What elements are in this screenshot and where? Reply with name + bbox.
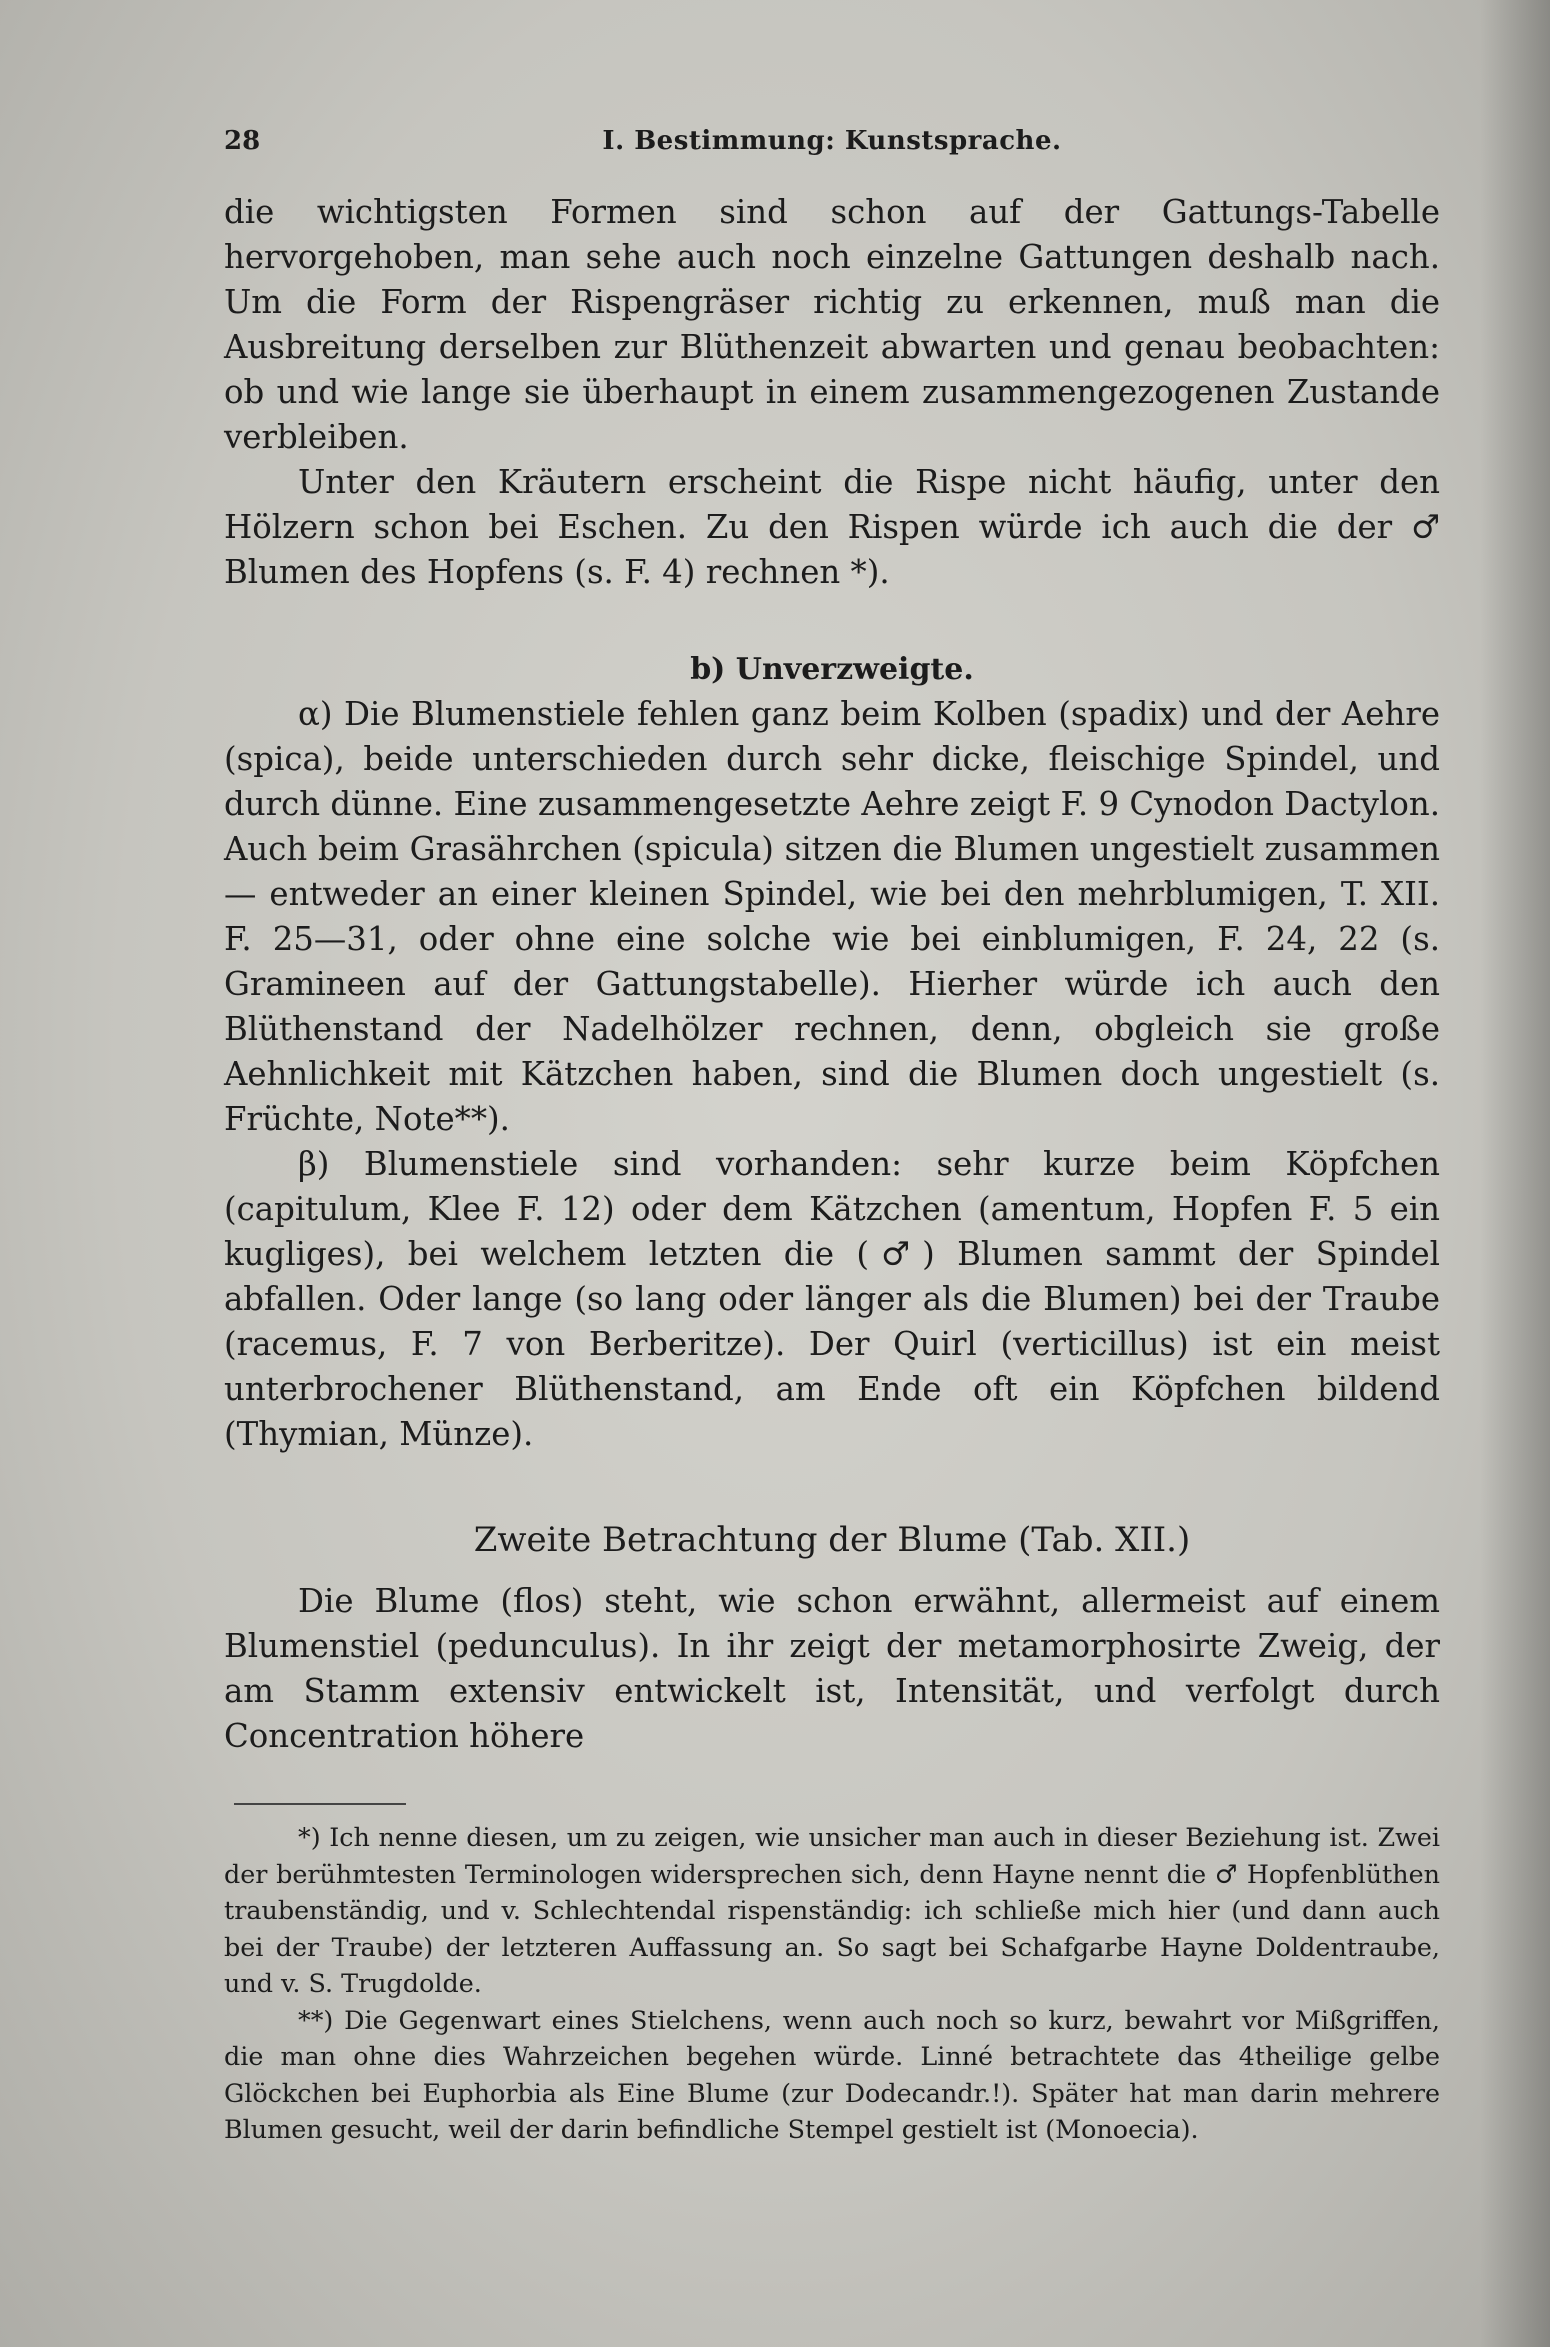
paragraph-alpha: α) Die Blumenstiele fehlen ganz beim Kolben (spadix) und der Aehre (spica), beide unterschieden durch sehr dicke, fleischige Spindel, und durch dünne. Eine zusammengesetzte Aehre zeigt F. 9 Cynodon Dactylon. Auch beim Grasährchen (spicula) sitzen die Blumen ungestielt zusammen — entweder an einer kleinen Spindel, wie bei den mehrblumigen, T. XII. F. 25—31, oder ohne eine solche wie bei einblumigen, F. 24, 22 (s. Gramineen auf der Gattungstabelle). Hierher würde ich auch den Blüthenstand der Nadelhölzer rechnen, denn, obgleich sie große Aehnlichkeit mit Kätzchen haben, sind die Blumen doch ungestielt (s. Früchte, Note**). (224, 695, 1440, 1138)
page-number: 28 (224, 126, 261, 156)
running-title: I. Bestimmung: Kunstsprache. (602, 126, 1062, 156)
subheading-unverzweigte: b) Unverzweigte. (690, 652, 974, 687)
footnote-2: **) Die Gegenwart eines Stielchens, wenn auch noch so kurz, bewahrt vor Mißgriffen, die man ohne dies Wahrzeichen begehen würde. Linné betrachtete das 4theilige gelbe Glöckchen bei Euphorbia als Eine Blume (zur Dodecandr.!). Später hat man darin mehrere Blumen gesucht, weil der darin befindliche Stempel gestielt ist (Monoecia). (224, 2004, 1440, 2144)
section-heading: Zweite Betrachtung der Blume (Tab. XII.) (473, 1520, 1191, 1560)
paragraph-beta: β) Blumenstiele sind vorhanden: sehr kurze beim Köpfchen (capitulum, Klee F. 12) oder dem Kätzchen (amentum, Hopfen F. 5 ein kugliges), bei welchem letzten die (♂) Blumen sammt der Spindel abfallen. Oder lange (so lang oder länger als die Blumen) bei der Traube (racemus, F. 7 von Berberitze). Der Quirl (verticillus) ist ein meist unterbrochener Blüthenstand, am Ende oft ein Köpfchen bildend (Thymian, Münze). (224, 1145, 1440, 1453)
paragraph-2: Unter den Kräutern erscheint die Rispe nicht häufig, unter den Hölzern schon bei Eschen. Zu den Rispen würde ich auch die der ♂ Blumen des Hopfens (s. F. 4) rechnen *). (224, 463, 1440, 591)
footnote-1: *) Ich nenne diesen, um zu zeigen, wie unsicher man auch in dieser Beziehung ist. Zwei der berühmtesten Terminologen widersprechen sich, denn Hayne nennt die ♂ Hopfenblüthen traubenständig, und v. Schlechtendal rispenständig: ich schließe mich hier (und dann auch bei der Traube) der letzteren Auffassung an. So sagt bei Schafgarbe Hayne Doldentraube, und v. S. Trugdolde. (224, 1822, 1440, 1998)
page-body (224, 190, 1440, 2148)
page-gutter-shadow (1480, 0, 1550, 2347)
paragraph-blume: Die Blume (flos) steht, wie schon erwähnt, allermeist auf einem Blumenstiel (pedunculus). In ihr zeigt der metamorphosirte Zweig, der am Stamm extensiv entwickelt ist, Intensität, und verfolgt durch Concentration höhere (224, 1582, 1440, 1755)
footnote-rule (234, 1803, 406, 1805)
page-header (224, 126, 1440, 170)
paragraph-1: die wichtigsten Formen sind schon auf der Gattungs-Tabelle hervorgehoben, man sehe auch noch einzelne Gattungen deshalb nach. Um die Form der Rispengräser richtig zu erkennen, muß man die Ausbreitung derselben zur Blüthenzeit abwarten und genau beobachten: ob und wie lange sie überhaupt in einem zusammengezogenen Zustande verbleiben. (224, 193, 1440, 456)
